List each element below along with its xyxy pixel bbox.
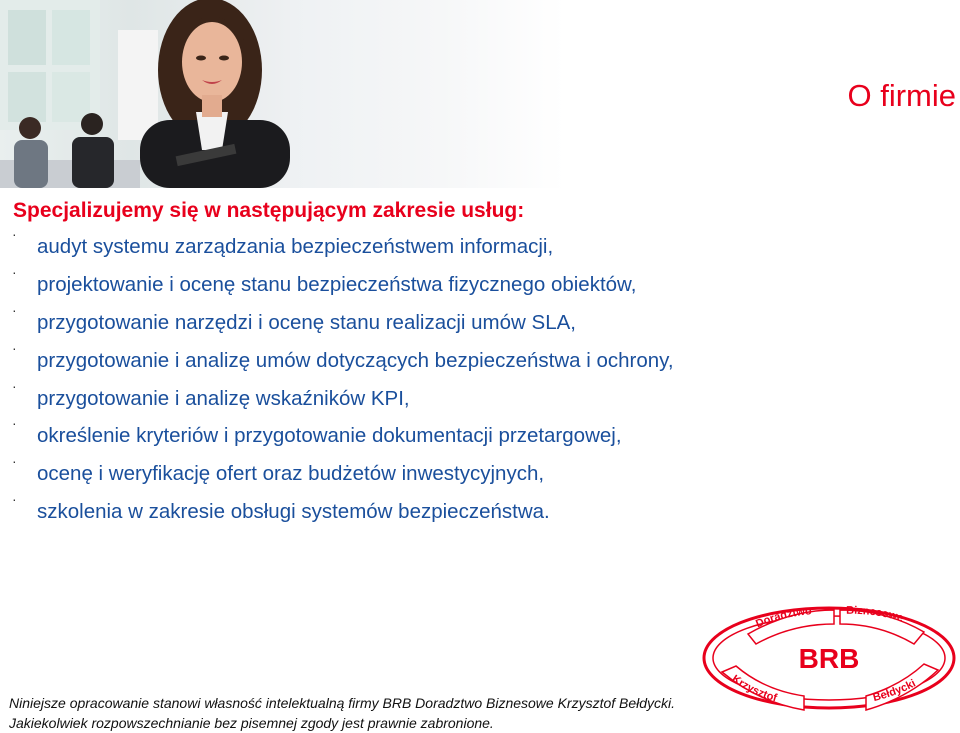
logo-bottom-right-text: Bełdycki <box>871 677 918 705</box>
bullet-dot: · <box>12 377 17 394</box>
copyright-footer <box>9 693 675 733</box>
logo-bottom-left-text: Krzysztof <box>729 672 779 705</box>
page-title: O firmie <box>847 78 956 113</box>
list-item: · ocenę i weryfikację ofert oraz budżetów inwestycyjnych, <box>12 453 545 486</box>
logo-main-text: BRB <box>798 643 860 674</box>
list-item: · przygotowanie i analizę umów dotyczących bezpieczeństwa i ochrony, <box>12 339 674 372</box>
header-photo <box>0 0 290 188</box>
services-list <box>0 226 674 535</box>
logo-top-right-text: Biznesowe <box>846 604 905 625</box>
bullet-dot: · <box>12 226 17 242</box>
list-item: · określenie kryteriów i przygotowanie dokumentacji przetargowej, <box>12 415 622 448</box>
logo-top-left-text: Doradztwo <box>754 605 813 631</box>
list-item: · przygotowanie i analizę wskaźników KPI, <box>12 377 410 410</box>
list-item: · przygotowanie narzędzi i ocenę stanu realizacji umów SLA, <box>12 301 576 334</box>
bullet-dot: · <box>12 415 17 432</box>
brb-logo-mark <box>700 598 958 716</box>
bullet-dot: · <box>12 453 17 470</box>
list-item: · projektowanie i ocenę stanu bezpieczeństwa fizycznego obiektów, <box>12 263 637 296</box>
bullet-dot: · <box>12 263 17 280</box>
bullet-dot: · <box>12 339 17 356</box>
list-item: · szkolenia w zakresie obsługi systemów bezpieczeństwa. <box>12 491 550 524</box>
bullet-dot: · <box>12 491 17 508</box>
footer-line: Jakiekolwiek rozpowszechnianie bez pisemnej zgody jest prawnie zabronione. <box>9 715 494 731</box>
bullet-dot: · <box>12 301 17 318</box>
office-photo-illustration <box>0 0 290 188</box>
services-heading: Specjalizujemy się w następującym zakresie usług: <box>13 199 525 222</box>
footer-line: Niniejsze opracowanie stanowi własność intelektualną firmy BRB Doradztwo Biznesowe Krzysztof Bełdycki. <box>9 695 676 711</box>
list-item: · audyt systemu zarządzania bezpieczeństwem informacji, <box>12 226 554 258</box>
photo-fade <box>290 0 565 188</box>
brb-logo <box>700 598 958 716</box>
